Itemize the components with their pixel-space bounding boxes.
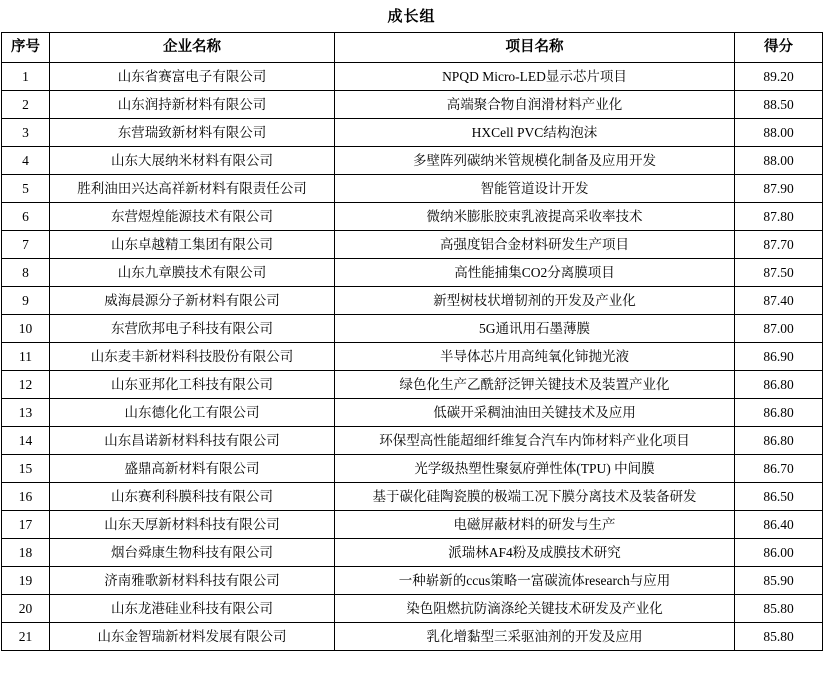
cell-index: 13 — [2, 399, 50, 427]
cell-score: 86.70 — [735, 455, 823, 483]
table-row — [2, 147, 823, 175]
table-row — [2, 203, 823, 231]
cell-score: 86.80 — [735, 399, 823, 427]
table-row — [2, 287, 823, 315]
cell-score: 86.80 — [735, 371, 823, 399]
cell-index: 10 — [2, 315, 50, 343]
cell-index: 11 — [2, 343, 50, 371]
cell-project: 电磁屏蔽材料的研发与生产 — [335, 511, 735, 539]
cell-company: 盛鼎高新材料有限公司 — [50, 455, 335, 483]
cell-company: 山东亚邦化工科技有限公司 — [50, 371, 335, 399]
cell-index: 18 — [2, 539, 50, 567]
cell-score: 86.00 — [735, 539, 823, 567]
cell-company: 山东德化化工有限公司 — [50, 399, 335, 427]
cell-company: 山东卓越精工集团有限公司 — [50, 231, 335, 259]
cell-company: 东营欣邦电子科技有限公司 — [50, 315, 335, 343]
cell-company: 山东润持新材料有限公司 — [50, 91, 335, 119]
column-header-company: 企业名称 — [50, 33, 335, 63]
cell-index: 8 — [2, 259, 50, 287]
cell-score: 86.50 — [735, 483, 823, 511]
cell-score: 87.00 — [735, 315, 823, 343]
cell-company: 山东龙港硅业科技有限公司 — [50, 595, 335, 623]
cell-company: 胜利油田兴达高祥新材料有限责任公司 — [50, 175, 335, 203]
table-row — [2, 399, 823, 427]
cell-score: 85.90 — [735, 567, 823, 595]
cell-index: 7 — [2, 231, 50, 259]
cell-company: 山东麦丰新材料科技股份有限公司 — [50, 343, 335, 371]
cell-project: HXCell PVC结构泡沫 — [335, 119, 735, 147]
cell-company: 东营煜煌能源技术有限公司 — [50, 203, 335, 231]
table-body — [2, 63, 823, 651]
table-row — [2, 539, 823, 567]
cell-company: 山东大展纳米材料有限公司 — [50, 147, 335, 175]
cell-index: 4 — [2, 147, 50, 175]
column-header-project: 项目名称 — [335, 33, 735, 63]
cell-index: 17 — [2, 511, 50, 539]
cell-project: 环保型高性能超细纤维复合汽车内饰材料产业化项目 — [335, 427, 735, 455]
cell-index: 3 — [2, 119, 50, 147]
table-row — [2, 259, 823, 287]
cell-company: 山东省赛富电子有限公司 — [50, 63, 335, 91]
cell-score: 88.50 — [735, 91, 823, 119]
table-row — [2, 231, 823, 259]
cell-score: 85.80 — [735, 623, 823, 651]
cell-project: 一种崭新的ccus策略一富碳流体research与应用 — [335, 567, 735, 595]
table-row — [2, 315, 823, 343]
cell-index: 9 — [2, 287, 50, 315]
cell-project: 高性能捕集CO2分离膜项目 — [335, 259, 735, 287]
table-row — [2, 567, 823, 595]
cell-project: 半导体芯片用高纯氧化铈抛光液 — [335, 343, 735, 371]
cell-project: 智能管道设计开发 — [335, 175, 735, 203]
cell-company: 山东金智瑞新材料发展有限公司 — [50, 623, 335, 651]
cell-project: 新型树枝状增韧剂的开发及产业化 — [335, 287, 735, 315]
table-row — [2, 343, 823, 371]
cell-project: 微纳米膨胀胶束乳液提高采收率技术 — [335, 203, 735, 231]
cell-company: 山东九章膜技术有限公司 — [50, 259, 335, 287]
cell-index: 19 — [2, 567, 50, 595]
table-row — [2, 91, 823, 119]
cell-project: 绿色化生产乙酰舒泛钾关键技术及装置产业化 — [335, 371, 735, 399]
cell-project: 5G通讯用石墨薄膜 — [335, 315, 735, 343]
cell-project: 高端聚合物自润滑材料产业化 — [335, 91, 735, 119]
cell-score: 89.20 — [735, 63, 823, 91]
cell-index: 5 — [2, 175, 50, 203]
cell-score: 87.50 — [735, 259, 823, 287]
cell-company: 烟台舜康生物科技有限公司 — [50, 539, 335, 567]
cell-project: 光学级热塑性聚氨府弹性体(TPU) 中间膜 — [335, 455, 735, 483]
cell-score: 87.70 — [735, 231, 823, 259]
cell-project: 多壁阵列碳纳米管规模化制备及应用开发 — [335, 147, 735, 175]
cell-score: 86.80 — [735, 427, 823, 455]
table-header-row — [2, 33, 823, 63]
table-row — [2, 595, 823, 623]
cell-project: 低碳开采稠油油田关键技术及应用 — [335, 399, 735, 427]
cell-company: 威海晨源分子新材料有限公司 — [50, 287, 335, 315]
cell-company: 山东天厚新材料科技有限公司 — [50, 511, 335, 539]
table-row — [2, 175, 823, 203]
cell-company: 山东昌诺新材料科技有限公司 — [50, 427, 335, 455]
table-row — [2, 427, 823, 455]
cell-score: 87.40 — [735, 287, 823, 315]
cell-company: 济南雅歌新材料科技有限公司 — [50, 567, 335, 595]
cell-company: 山东赛利科膜科技有限公司 — [50, 483, 335, 511]
cell-score: 86.90 — [735, 343, 823, 371]
table-row — [2, 371, 823, 399]
cell-score: 85.80 — [735, 595, 823, 623]
table-row — [2, 511, 823, 539]
cell-company: 东营瑞致新材料有限公司 — [50, 119, 335, 147]
cell-score: 87.80 — [735, 203, 823, 231]
table-row — [2, 623, 823, 651]
cell-index: 14 — [2, 427, 50, 455]
cell-index: 15 — [2, 455, 50, 483]
cell-score: 88.00 — [735, 147, 823, 175]
cell-project: 基于碳化硅陶瓷膜的极端工况下膜分离技术及装备研发 — [335, 483, 735, 511]
table-row — [2, 455, 823, 483]
cell-index: 2 — [2, 91, 50, 119]
cell-project: 染色阻燃抗防滴涤纶关键技术研发及产业化 — [335, 595, 735, 623]
cell-index: 1 — [2, 63, 50, 91]
table-row — [2, 63, 823, 91]
cell-score: 86.40 — [735, 511, 823, 539]
cell-project: 派瑞林AF4粉及成膜技术研究 — [335, 539, 735, 567]
table-row — [2, 119, 823, 147]
cell-score: 88.00 — [735, 119, 823, 147]
column-header-score: 得分 — [735, 33, 823, 63]
cell-index: 21 — [2, 623, 50, 651]
cell-index: 16 — [2, 483, 50, 511]
column-header-index: 序号 — [2, 33, 50, 63]
ranking-table — [1, 32, 823, 651]
table-row — [2, 483, 823, 511]
cell-score: 87.90 — [735, 175, 823, 203]
cell-index: 12 — [2, 371, 50, 399]
cell-project: 乳化增黏型三采驱油剂的开发及应用 — [335, 623, 735, 651]
cell-project: 高强度铝合金材料研发生产项目 — [335, 231, 735, 259]
page-title: 成长组 — [387, 8, 436, 25]
cell-project: NPQD Micro-LED显示芯片项目 — [335, 63, 735, 91]
cell-index: 6 — [2, 203, 50, 231]
cell-index: 20 — [2, 595, 50, 623]
